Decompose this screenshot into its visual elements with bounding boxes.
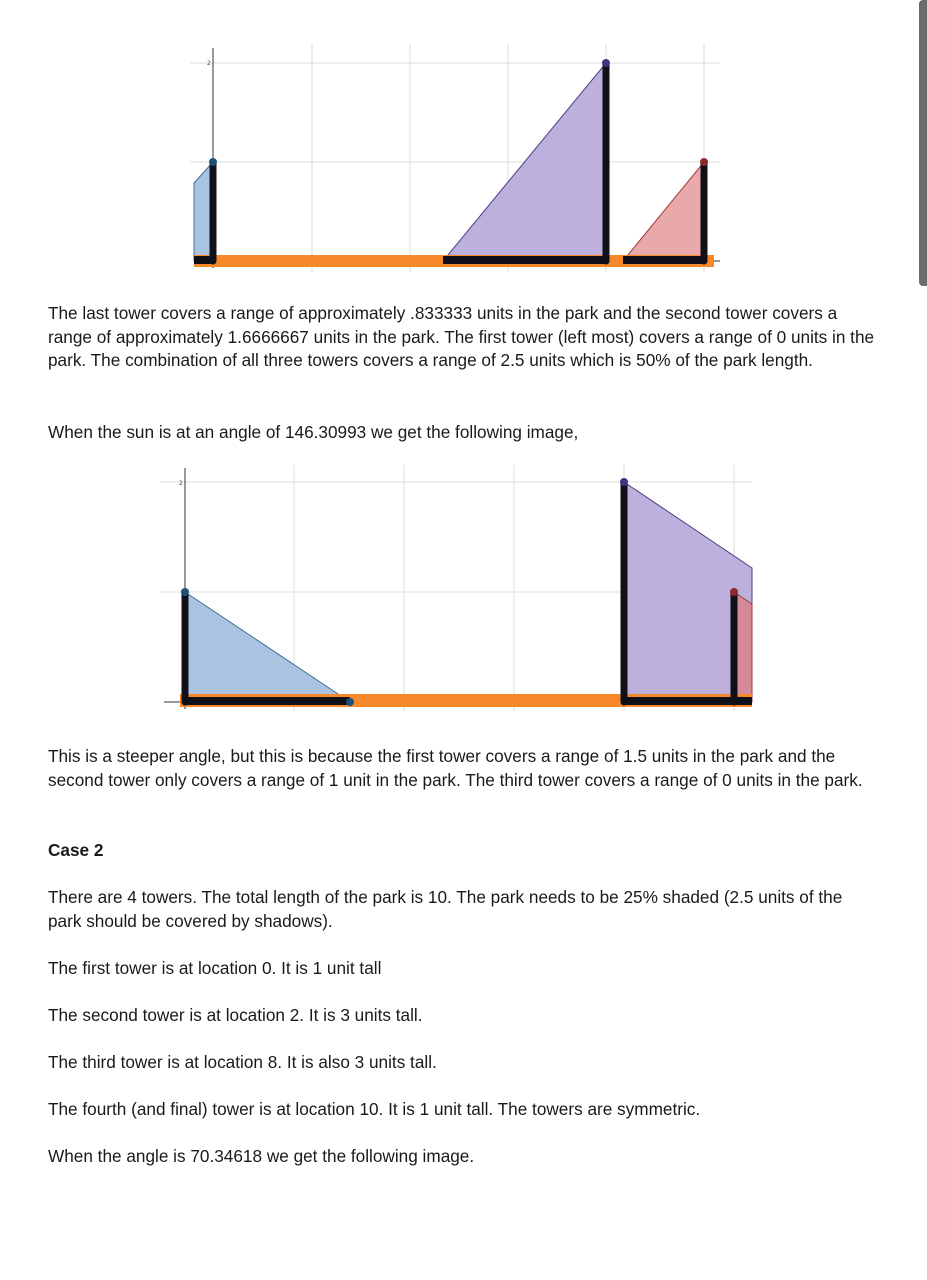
paragraph-case-2-intro: There are 4 towers. The total length of the park is 10. The park needs to be 25% shaded (2.5 units of the park should be covered by shadows).	[48, 887, 843, 931]
grid	[190, 44, 720, 272]
tower-2-top-point	[620, 478, 628, 486]
figure-1-graph	[190, 44, 730, 276]
shadow-end-point	[346, 698, 354, 706]
paragraph-coverage-summary: The last tower covers a range of approximately .833333 units in the park and the second tower covers a range of approximately 1.6666667 units in the park. The first tower (left most) covers a range of 0 units in the park. The combination of all three towers covers a range of 2.5 units which is 50% of the park length.	[48, 303, 875, 371]
paragraph-sun-angle-intro: When the sun is at an angle of 146.30993 we get the following image,	[48, 422, 579, 442]
paragraph-angle-result: When the angle is 70.34618 we get the following image.	[48, 1146, 475, 1166]
figure-2-graph	[160, 465, 760, 715]
y-tick-label: 2	[179, 480, 183, 487]
paragraph-third-tower: The third tower is at location 8. It is also 3 units tall.	[48, 1052, 437, 1072]
paragraph-steeper-angle: This is a steeper angle, but this is because the first tower covers a range of 1.5 units in the park and the second tower only covers a range of 1 unit in the park. The third tower covers a range of 0 units in the park.	[48, 746, 863, 790]
paragraph-first-tower: The first tower is at location 0. It is 1 unit tall	[48, 958, 382, 978]
scrollbar[interactable]	[919, 0, 927, 286]
tower-3-top-point	[700, 158, 708, 166]
shadow-tower-3	[623, 162, 704, 261]
shadow-segment-3	[623, 256, 704, 264]
tower-1-top-point	[181, 588, 189, 596]
paragraph-second-tower: The second tower is at location 2. It is 3 units tall.	[48, 1005, 423, 1025]
tower-1-top-point	[209, 158, 217, 166]
tower-2-top-point	[602, 59, 610, 67]
case-2-heading: Case 2	[48, 840, 104, 860]
shadow-segment-1	[185, 697, 350, 705]
y-tick-label: 2	[207, 60, 211, 67]
shadow-tower-1	[185, 592, 350, 702]
tower-3-top-point	[730, 588, 738, 596]
shadow-segment-2	[443, 256, 606, 264]
paragraph-fourth-tower: The fourth (and final) tower is at location 10. It is 1 unit tall. The towers are symmetric.	[48, 1099, 701, 1119]
